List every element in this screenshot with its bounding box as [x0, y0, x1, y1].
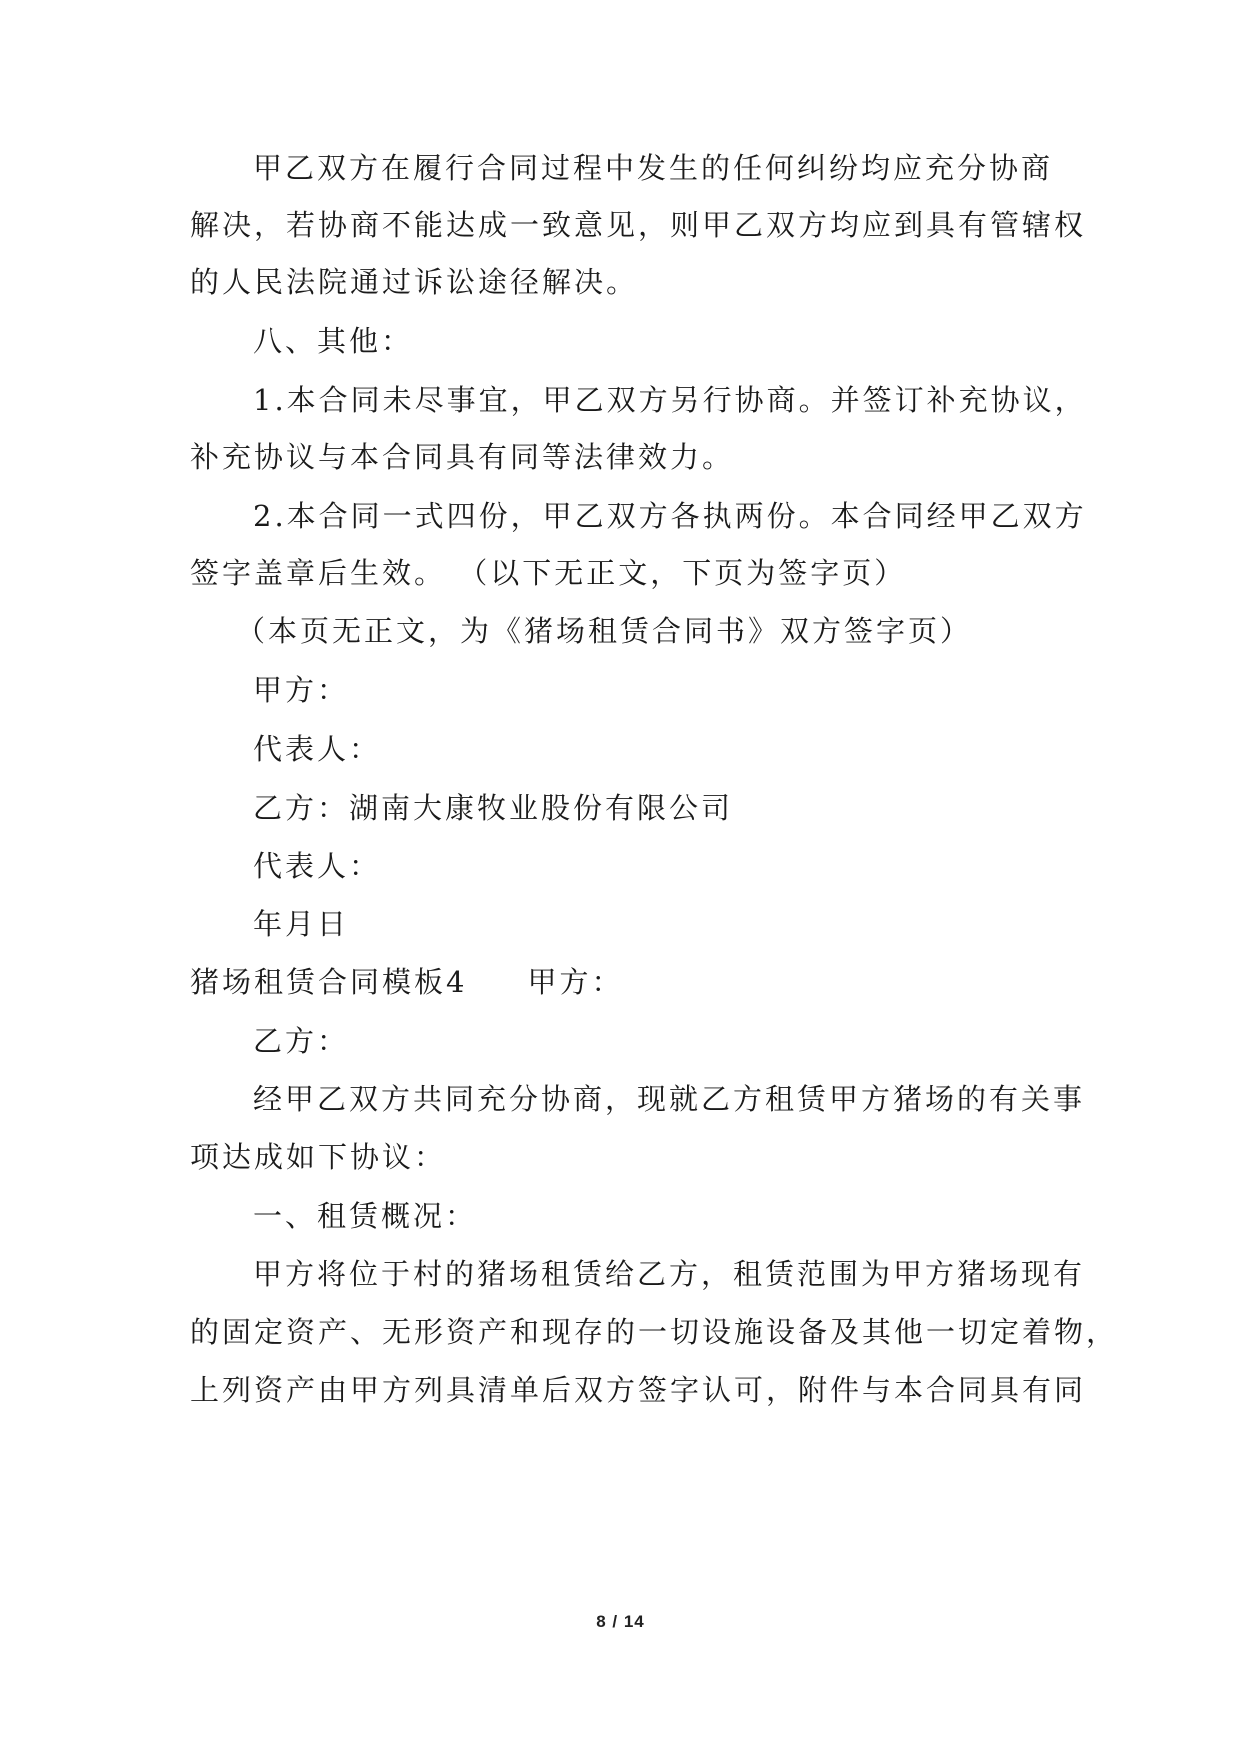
paragraph-line: 项达成如下协议： — [190, 1140, 447, 1174]
party-a-representative-label: 代表人： — [253, 732, 382, 766]
paragraph-line: 的人民法院通过诉讼途径解决。 — [190, 265, 639, 299]
signature-page-note: （本页无正文，为《猪场租赁合同书》双方签字页） — [236, 614, 973, 648]
paragraph-line: 2.本合同一式四份，甲乙双方各执两份。本合同经甲乙双方 — [253, 499, 1087, 533]
paragraph-line: 补充协议与本合同具有同等法律效力。 — [190, 440, 735, 474]
party-b-label: 乙方： — [253, 1024, 350, 1058]
template-title-line — [190, 962, 623, 1002]
paragraph-line: 上列资产由甲方列具清单后双方签字认可，附件与本合同具有同 — [190, 1373, 1087, 1407]
date-label: 年月日 — [253, 907, 350, 941]
page-number: 8 / 14 — [596, 1612, 645, 1631]
paragraph-line: 签字盖章后生效。 （以下无正文，下页为签字页） — [190, 556, 907, 590]
party-b-label: 乙方：湖南大康牧业股份有限公司 — [253, 791, 734, 825]
paragraph-line: 甲乙双方在履行合同过程中发生的任何纠纷均应充分协商 — [253, 151, 1054, 185]
party-a-label: 甲方： — [527, 965, 624, 999]
section-heading: 八、其他： — [253, 324, 414, 358]
paragraph-line: 1.本合同未尽事宜，甲乙双方另行协商。并签订补充协议， — [253, 383, 1087, 417]
paragraph-line: 经甲乙双方共同充分协商，现就乙方租赁甲方猪场的有关事 — [253, 1082, 1086, 1116]
paragraph-line: 解决，若协商不能达成一致意见，则甲乙双方均应到具有管辖权 — [190, 208, 1087, 242]
section-heading: 一、租赁概况： — [253, 1199, 478, 1233]
party-a-label: 甲方： — [253, 673, 350, 707]
template-title: 猪场租赁合同模板4 — [190, 965, 468, 999]
paragraph-line: 的固定资产、无形资产和现存的一切设施设备及其他一切定着物， — [190, 1315, 1119, 1349]
paragraph-line: 甲方将位于村的猪场租赁给乙方，租赁范围为甲方猪场现有 — [253, 1257, 1086, 1291]
party-b-representative-label: 代表人： — [253, 849, 382, 883]
